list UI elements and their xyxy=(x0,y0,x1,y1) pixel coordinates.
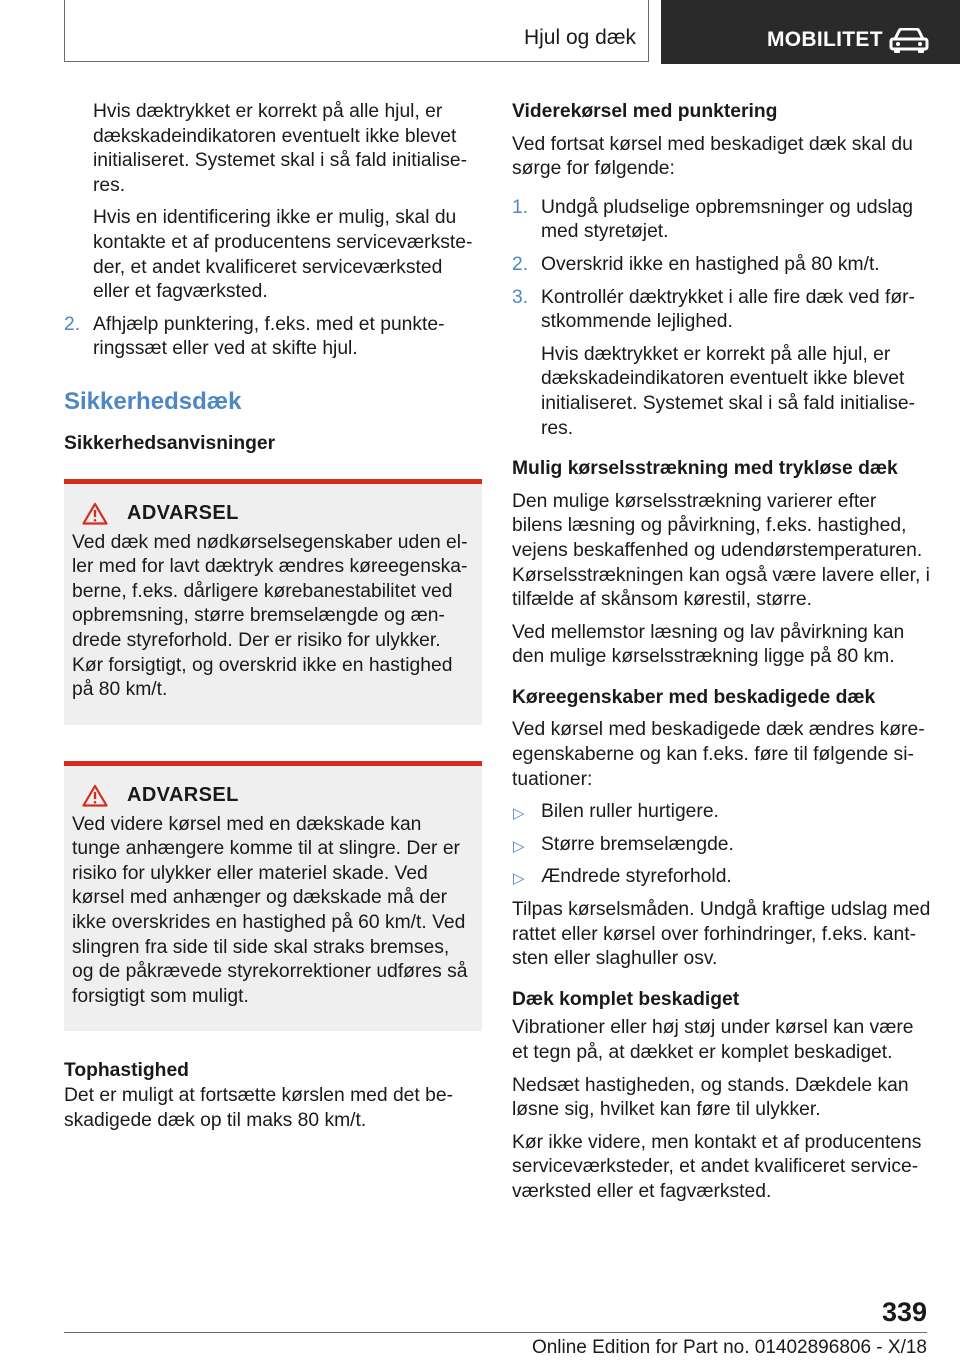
warning-title: ADVARSEL xyxy=(127,783,239,806)
list-item xyxy=(512,865,932,890)
subsection-title: Køreegenskaber med beskadigede dæk xyxy=(512,686,876,708)
step-text: Kontrollér dæktrykket i alle fire dæk ved førstkommende lejlighed. xyxy=(541,286,915,333)
step-text: Overskrid ikke en hastighed på 80 km/t. xyxy=(541,253,880,275)
paragraph: Hvis dæktrykket er korrekt på alle hjul, er dækskadeindikatoren eventuelt ikke blevet initialiseret. Systemet skal i så fald initialiseres. xyxy=(541,343,915,439)
paragraph: Nedsæt hastigheden, og stands. Dækdele kan løsne sig, hvilket kan føre til ulykker. xyxy=(512,1074,909,1121)
paragraph: Den mulige kørselsstrækning varierer efter bilens læsning og påvirkning, f.eks. hastighed, vejens beskaffenhed og udendørstemperaturen. Kørselsstrækningen kan også være lavere eller, i tilfælde af skånsom kørestil, større. xyxy=(512,490,930,611)
left-column xyxy=(64,100,482,1133)
step-number: 3. xyxy=(512,286,529,308)
bullet-text: Større bremselængde. xyxy=(541,833,734,855)
warning-title: ADVARSEL xyxy=(127,501,239,524)
step-text: Undgå pludselige opbremsninger og udslag med styretøjet. xyxy=(541,196,913,243)
chapter-tab xyxy=(661,0,960,64)
step-number: 2. xyxy=(512,253,529,275)
paragraph: Hvis dæktrykket er korrekt på alle hjul, er dækskadeindikatoren eventuelt ikke blevet initialiseret. Systemet skal i så fald initialiseres. xyxy=(93,101,467,196)
section-label: Hjul og dæk xyxy=(523,26,636,49)
bullet-text: Ændrede styreforhold. xyxy=(541,866,732,888)
paragraph: Ved kørsel med beskadigede dæk ændres køreegenskaberne og kan f.eks. føre til følgende situationer: xyxy=(512,719,925,790)
paragraph: Det er muligt at fortsætte kørslen med det beskadigede dæk op til maks 80 km/t. xyxy=(64,1085,453,1131)
paragraph: Tilpas kørselsmåden. Undgå kraftige udslag med rattet eller kørsel over forhindringer, f.eks. kantsten eller slaghuller osv. xyxy=(512,899,931,970)
step-text: Afhjælp punktering, f.eks. med et punkteringssæt eller ved at skifte hjul. xyxy=(93,313,445,360)
paragraph: Ved fortsat kørsel med beskadiget dæk skal du sørge for følgende: xyxy=(512,133,913,180)
step-number: 1. xyxy=(512,196,529,218)
paragraph: Hvis en identificering ikke er mulig, skal du kontakte et af producentens serviceværksteder, et andet kvalificeret serviceværksted eller et fagværksted. xyxy=(93,207,473,303)
list-item xyxy=(512,253,932,278)
bullet-text: Bilen ruller hurtigere. xyxy=(541,801,719,823)
car-icon xyxy=(889,28,929,54)
paragraph: Ved mellemstor læsning og lav påvirkning kan den mulige kørselsstrækning ligge på 80 km. xyxy=(512,621,905,668)
running-header xyxy=(64,0,649,62)
warning-triangle-icon xyxy=(82,502,108,525)
subsection-title: Viderekørsel med punktering xyxy=(512,101,778,122)
warning-text: Ved videre kørsel med en dækskade kan tunge anhængere komme til at slingre. Der er risiko for ulykker eller materiel skade. Ved kørsel med anhænger og dækskade må der ikke overskrides en hastighed på 60 km/t. Ved slingren fra side til side skal straks bremses, og de påkrævede styrekorrektioner udføres så forsigtigt som muligt. xyxy=(72,813,468,1007)
page-number: 339 xyxy=(881,1297,927,1327)
chapter-label: MOBILITET xyxy=(767,28,883,51)
step-number: 2. xyxy=(64,313,81,335)
list-item xyxy=(512,196,932,245)
list-item xyxy=(64,313,482,362)
list-item xyxy=(512,800,932,825)
triangle-bullet-icon: ▷ xyxy=(513,870,525,888)
list-item xyxy=(512,833,932,858)
warning-box xyxy=(64,761,482,1032)
right-column xyxy=(512,100,932,1205)
paragraph: Kør ikke videre, men kontakt et af producentens serviceværksteder, et andet kvalificeret serviceværksted eller et fagværksted. xyxy=(512,1131,922,1202)
subsection-title: Sikkerhedsanvisninger xyxy=(64,432,276,454)
section-title: Sikkerhedsdæk xyxy=(64,387,242,415)
subsection-title: Mulig kørselsstrækning med trykløse dæk xyxy=(512,458,898,480)
footer-divider xyxy=(64,1332,927,1333)
warning-triangle-icon xyxy=(82,784,108,807)
triangle-bullet-icon: ▷ xyxy=(513,837,525,855)
subsection-title: Dæk komplet beskadiget xyxy=(512,988,740,1010)
warning-box xyxy=(64,479,482,725)
subsection-title: Tophastighed xyxy=(64,1060,189,1082)
triangle-bullet-icon: ▷ xyxy=(513,805,525,823)
paragraph: Vibrationer eller høj støj under kørsel kan være et tegn på, at dækket er komplet beskadiget. xyxy=(512,1017,914,1063)
edition-note: Online Edition for Part no. 01402896806 - X/18 xyxy=(531,1337,927,1358)
list-item xyxy=(512,286,932,335)
warning-text: Ved dæk med nødkørselsegenskaber uden eller med for lavt dæktryk ændres køreegenskaberne, f.eks. dårligere kørebanestabilitet ved opbremsning, større bremselængde og ændrede styreforhold. Der er risiko for ulykker. Kør forsigtigt, og overskrid ikke en hastighed på 80 km/t. xyxy=(72,531,468,701)
